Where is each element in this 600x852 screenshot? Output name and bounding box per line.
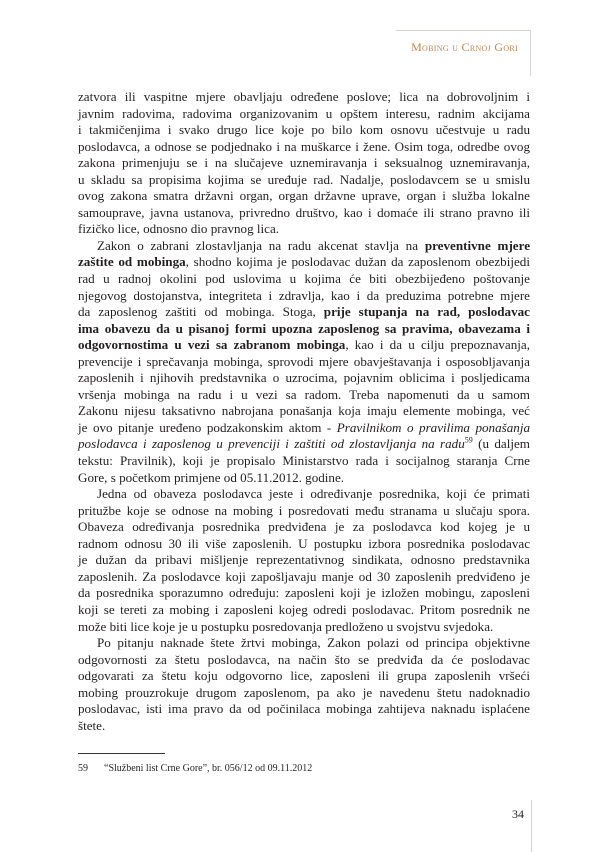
text-segment: fizičko lice, odnosno dio pravnog lica. bbox=[78, 221, 280, 237]
text-segment: (u daljem bbox=[472, 436, 530, 452]
text-line bbox=[78, 602, 530, 619]
text-segment: prevencije i sprečavanja mobinga, sprovodi mjere obavještavanja i osposobljavanja bbox=[78, 353, 530, 369]
text-segment: Zakon o zabrani zlostavljanja na radu akcenat stavlja na bbox=[97, 237, 425, 253]
text-line bbox=[78, 354, 530, 371]
text-line bbox=[78, 254, 530, 271]
text-segment: Gore, s početkom primjene od 05.11.2012. godine. bbox=[78, 469, 345, 485]
text-line bbox=[78, 172, 530, 189]
text-segment: u skladu sa propisima kojima se uređuje rad. Nadalje, poslodavcem se u smislu bbox=[78, 171, 530, 187]
text-line bbox=[78, 238, 530, 255]
text-line bbox=[78, 271, 530, 288]
text-segment: i takmičenjima i svako drugo lice koje po bilo kom osnovu učestvuje u radu bbox=[78, 122, 530, 138]
text-line bbox=[78, 668, 530, 685]
footnote-text: “Službeni list Crne Gore”, br. 056/12 od 09.11.2012 bbox=[104, 763, 313, 774]
text-line bbox=[78, 221, 530, 238]
text-segment: zaposlenih. Za poslodavce koji zapošljavaju manje od 30 zaposlenih predviđeno je bbox=[78, 568, 530, 584]
bold-text: odgovornostima u vezi sa zabranom mobinga bbox=[78, 337, 346, 353]
text-line bbox=[78, 470, 530, 487]
text-line bbox=[78, 453, 530, 470]
footnote-reference: 59 bbox=[464, 436, 473, 446]
page-number: 34 bbox=[512, 807, 524, 821]
text-segment: je dužan da pribavi mišljenje reprezentativnog sindikata, odnosno predstavnika bbox=[78, 552, 530, 568]
text-segment: poslodavca, a odnose se podjednako i na muškarce i žene. Osim toga, odredbe ovog bbox=[78, 138, 530, 154]
text-segment: poslodavac, isti ima pravo da od počinilaca mobinga zahtijeva naknadu isplaćene bbox=[78, 701, 530, 717]
text-segment: da zaposlenog zaštiti od mobinga. Stoga, bbox=[78, 304, 324, 320]
text-line bbox=[78, 139, 530, 156]
text-line bbox=[78, 652, 530, 669]
text-line bbox=[78, 701, 530, 718]
bold-text: ima obavezu da u pisanoj formi upozna zaposlenog sa pravima, obavezama i bbox=[78, 320, 530, 336]
text-segment: štete. bbox=[78, 717, 106, 733]
text-segment: odgovarati za štetu koju odgovorno lice, zaposleni ili grupa zaposlenih vršeći bbox=[78, 668, 530, 684]
text-segment: ovog zakona smatra državni organ, organ državne uprave, organ i služba lokalne bbox=[78, 188, 530, 204]
text-line bbox=[78, 122, 530, 139]
text-segment: samouprave, javna ustanova, privredno društvo, kao i domaće ili strano pravno ili bbox=[78, 204, 530, 220]
text-line bbox=[78, 106, 530, 123]
text-line bbox=[78, 403, 530, 420]
footnote-rule bbox=[78, 753, 165, 754]
text-line bbox=[78, 304, 530, 321]
text-line bbox=[78, 635, 530, 652]
text-line bbox=[78, 337, 530, 354]
text-segment: javnim radovima, radovima organizovanim u opštem interesu, radnim akcijama bbox=[78, 105, 530, 121]
header-vertical-rule bbox=[530, 30, 531, 76]
text-line bbox=[78, 155, 530, 172]
bold-text: prije stupanja na rad, poslodavac bbox=[323, 304, 530, 320]
text-line bbox=[78, 685, 530, 702]
text-segment: , shodno kojima je poslodavac dužan da zaposlenom obezbijedi bbox=[185, 254, 530, 270]
text-segment: zaposlenih i njihovih predstavnika o uzrocima, pojavnim oblicima i posljedicama bbox=[78, 370, 530, 386]
text-line bbox=[78, 503, 530, 520]
text-line bbox=[78, 188, 530, 205]
text-line bbox=[78, 420, 530, 437]
text-segment: odgovornosti za štetu poslodavca, na način što se predviđa da će poslodavac bbox=[78, 651, 530, 667]
text-segment: može biti lice koje je u postupku posredovanja predloženo u svojstvu svjedoka. bbox=[78, 618, 494, 634]
page-number-rule bbox=[531, 800, 532, 852]
italic-text: poslodavca i zaposlenog u prevenciji i zaštiti od zlostavljanja na radu bbox=[78, 436, 465, 452]
text-line bbox=[78, 536, 530, 553]
text-line bbox=[78, 718, 530, 735]
text-segment: da posrednika sporazumno određuju: zaposleni koji je izložen mobingu, zaposleni bbox=[78, 585, 530, 601]
body-text bbox=[78, 89, 530, 734]
text-line bbox=[78, 370, 530, 387]
text-segment: zatvora ili vaspitne mjere obavljaju određene poslove; lica na dobrovoljnim i bbox=[78, 89, 530, 104]
text-line bbox=[78, 569, 530, 586]
text-segment: Zakonu nijesu taksativno nabrojana ponašanja koja imaju elemente mobinga, već bbox=[78, 403, 530, 419]
footnote-number: 59 bbox=[78, 763, 88, 774]
text-line bbox=[78, 288, 530, 305]
text-segment: pritužbe koje se odnose na mobing i posredovati među stranama u slučaju spora. bbox=[78, 502, 530, 518]
text-segment: zakona primenjuju se i na slučajeve uznemiravanja i seksualnog uznemiravanja, bbox=[78, 155, 530, 171]
text-segment: tekstu: Pravilnik), koji je propisalo Ministarstvo rada i socijalnog staranja Crne bbox=[78, 453, 530, 469]
text-line bbox=[78, 585, 530, 602]
text-line bbox=[78, 321, 530, 338]
text-segment: radnom odnosu 30 ili više zaposlenih. U postupku izbora posrednika poslodavac bbox=[78, 535, 530, 551]
text-segment: , kao i da u cilju prepoznavanja, bbox=[345, 337, 531, 353]
text-segment: rad u radnoj okolini pod uslovima u kojima će biti obezbijeđeno poštovanje bbox=[78, 271, 530, 287]
text-line bbox=[78, 205, 530, 222]
text-line bbox=[78, 519, 530, 536]
text-segment: vršenja mobinga na radu i u vezi sa radom. Treba napomenuti da u samom bbox=[78, 386, 530, 402]
footnote bbox=[78, 763, 312, 774]
text-line bbox=[78, 89, 530, 106]
text-segment: Obaveza određivanja posrednika predviđena je za poslodavca kod kojeg je u bbox=[78, 519, 530, 535]
text-line bbox=[78, 436, 530, 453]
text-segment: Po pitanju naknade štete žrtvi mobinga, Zakon polazi od principa objektivne bbox=[97, 635, 530, 651]
header-rule bbox=[396, 30, 531, 31]
bold-text: preventivne mjere bbox=[424, 237, 530, 253]
bold-text: zaštite od mobinga bbox=[78, 254, 186, 270]
running-header: Mobing u Crnoj Gori bbox=[411, 40, 518, 54]
text-segment: koji se tereti za mobing i zaposleni kojeg odredi poslodavac. Pritom posrednik ne bbox=[78, 601, 530, 617]
text-segment: Jedna od obaveza poslodavca jeste i određivanje posrednika, koji će primati bbox=[97, 486, 530, 502]
text-segment: mobing prouzrokuje drugom zaposlenom, pa ako je navedenu štetu nadoknadio bbox=[78, 684, 530, 700]
text-line bbox=[78, 552, 530, 569]
text-line bbox=[78, 486, 530, 503]
text-line bbox=[78, 619, 530, 636]
text-segment: njegovog dostojanstva, integriteta i zdravlja, kao i da preduzima potrebne mjere bbox=[78, 287, 530, 303]
text-segment: je ovo pitanje uređeno podzakonskim aktom - bbox=[78, 419, 337, 435]
text-line bbox=[78, 387, 530, 404]
italic-text: Pravilnikom o pravilima ponašanja bbox=[336, 419, 531, 435]
